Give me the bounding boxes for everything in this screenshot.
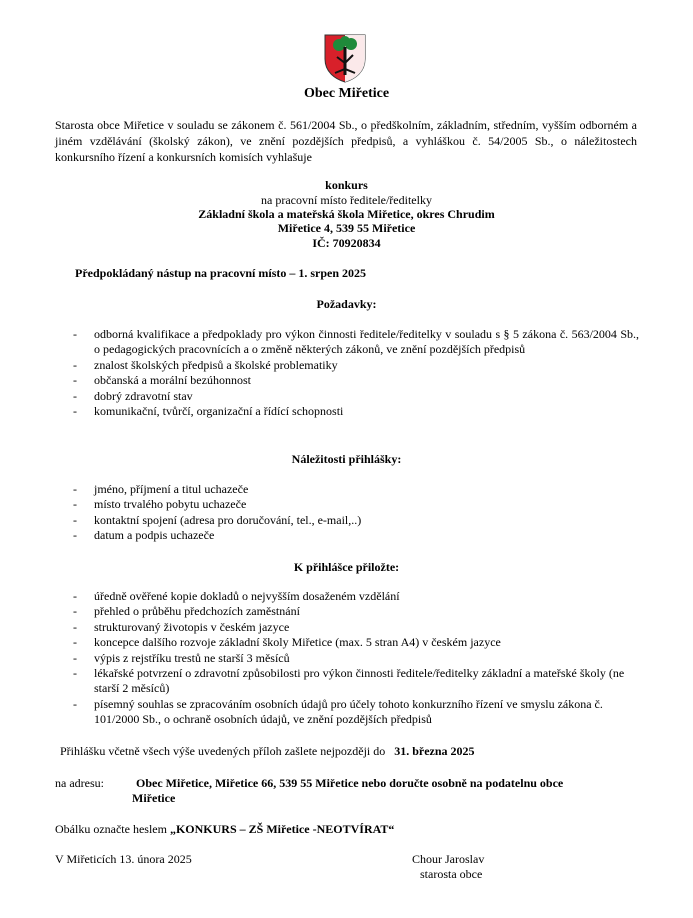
list-item: - dobrý zdravotní stav [73,389,639,404]
signatory-role: starosta obce [420,867,483,881]
requirements-heading: Požadavky: [316,297,377,311]
place-date: V Miřeticích 13. února 2025 [55,852,192,866]
deadline-line [60,744,475,759]
intro-paragraph: Starosta obce Miřetice v souladu se zákonem č. 561/2004 Sb., o předškolním, základním, středním, vyšším odborném a jiném vzdělávání (školský zákon), ve znění pozdějších předpisů, a vyhláškou č. 54/2005 Sb., o náležitostech konkursního řízení a konkursních komisích vyhlašuje [55,118,637,164]
list-item: - lékařské potvrzení o zdravotní způsobilosti pro výkon činnosti ředitele/ředitelky základní a mateřské školy (ne starší 2 měsíců) [73,666,639,697]
announcement-word: konkurs [325,178,368,192]
list-item: - datum a podpis uchazeče [73,528,639,543]
list-item: - písemný souhlas se zpracováním osobních údajů pro účely tohoto konkurzního řízení ve smyslu zákona č. 101/2000 Sb., o ochraně osobních údajů, ve znění pozdějších předpisů [73,697,639,728]
attachments-heading: K přihlášce přiložte: [293,560,400,574]
announcement-position: na pracovní místo ředitele/ředitelky [261,193,432,207]
delivery-address-line1: Obec Miřetice, Miřetice 66, 539 55 Miřetice nebo doručte osobně na podatelnu obce [136,776,564,790]
list-item: - koncepce dalšího rozvoje základní školy Miřetice (max. 5 stran A4) v českém jazyce [73,635,639,650]
deadline-date: 31. března 2025 [394,744,475,758]
requirements-list [73,327,639,419]
delivery-label: na adresu: [55,776,104,790]
attachments-list [73,589,639,728]
school-ico: IČ: 70920834 [312,236,381,250]
school-name: Základní škola a mateřská škola Miřetice, okres Chrudim [198,207,495,221]
list-item: - přehled o průběhu předchozích zaměstnání [73,604,639,619]
envelope-text: Obálku označte heslem [55,822,167,836]
application-heading: Náležitosti přihlášky: [291,452,402,466]
delivery-address-line2: Miřetice [132,791,176,805]
list-item: - komunikační, tvůrčí, organizační a řídící schopnosti [73,404,639,419]
list-item: - znalost školských předpisů a školské problematiky [73,358,639,373]
start-date: Předpokládaný nástup na pracovní místo – 1. srpen 2025 [75,266,367,280]
school-address: Miřetice 4, 539 55 Miřetice [277,221,416,235]
municipality-title: Obec Miřetice [303,86,390,101]
signatory-name: Chour Jaroslav [412,852,485,866]
municipal-coat-of-arms-icon [323,33,367,83]
list-item: - občanská a morální bezúhonnost [73,373,639,388]
list-item: - odborná kvalifikace a předpoklady pro výkon činnosti ředitele/ředitelky v souladu s § 5 zákona č. 563/2004 Sb., o pedagogických pracovnících a o změně některých zákonů, ve znění pozdějších předpisů [73,327,639,358]
deadline-text: Přihlášku včetně všech výše uvedených příloh zašlete nejpozději do [60,744,386,758]
envelope-line [55,822,394,837]
application-list [73,482,639,544]
list-item: - úředně ověřené kopie dokladů o nejvyšším dosaženém vzdělání [73,589,639,604]
list-item: - výpis z rejstříku trestů ne starší 3 měsíců [73,651,639,666]
list-item: - jméno, příjmení a titul uchazeče [73,482,639,497]
list-item: - strukturovaný životopis v českém jazyce [73,620,639,635]
list-item: - místo trvalého pobytu uchazeče [73,497,639,512]
list-item: - kontaktní spojení (adresa pro doručování, tel., e-mail,..) [73,513,639,528]
envelope-code: „KONKURS – ZŠ Miřetice -NEOTVÍRAT“ [169,822,395,836]
